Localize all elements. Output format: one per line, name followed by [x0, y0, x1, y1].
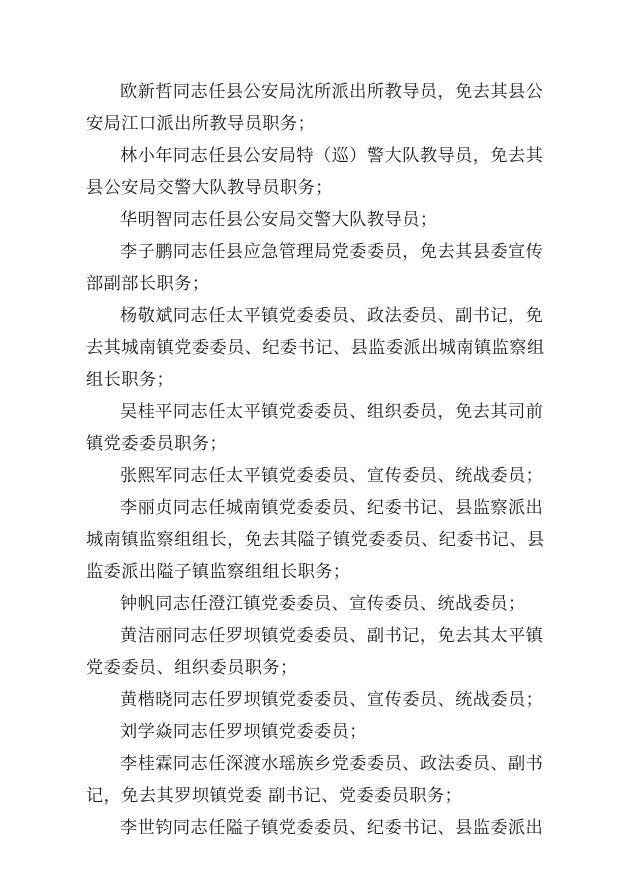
paragraph [86, 588, 546, 620]
paragraph-first-line: 张熙军同志任太平镇党委委员、宣传委员、统战委员； [120, 466, 544, 486]
paragraph-first-line: 华明智同志任县公安局交警大队教导员； [120, 210, 438, 230]
paragraph [86, 812, 546, 844]
paragraph [86, 716, 546, 748]
paragraph-line: 县公安局交警大队教导员职务； [86, 178, 333, 198]
paragraph-first-line: 李世钧同志任隘子镇党委委员、纪委书记、县监委派出 [120, 818, 544, 838]
paragraph-first-line: 杨敬斌同志任太平镇党委委员、政法委员、副书记，免 [120, 306, 544, 326]
paragraph-line: 组长职务； [86, 370, 175, 390]
paragraph-first-line: 李丽贞同志任城南镇党委委员、纪委书记、县监察派出 [120, 498, 544, 518]
paragraph [86, 300, 546, 396]
paragraph [86, 236, 546, 300]
paragraph [86, 748, 546, 812]
paragraph-line: 城南镇监察组组长，免去其隘子镇党委委员、纪委书记、县 [86, 530, 545, 550]
paragraph-line: 记，免去其罗坝镇党委 副书记、党委委员职务； [86, 786, 463, 806]
paragraph-line: 党委委员、组织委员职务； [86, 658, 298, 678]
paragraph-first-line: 钟帆同志任澄江镇党委委员、宣传委员、统战委员； [120, 594, 526, 614]
paragraph-first-line: 吴桂平同志任太平镇党委委员、组织委员，免去其司前 [120, 402, 544, 422]
paragraph-line: 安局江口派出所教导员职务； [86, 114, 316, 134]
paragraph [86, 140, 546, 204]
paragraph-first-line: 欧新哲同志任县公安局沈所派出所教导员，免去其县公 [120, 82, 544, 102]
paragraph-first-line: 刘学焱同志任罗坝镇党委委员； [120, 722, 367, 742]
paragraph-first-line: 黄洁丽同志任罗坝镇党委委员、副书记，免去其太平镇 [120, 626, 544, 646]
paragraph [86, 396, 546, 460]
document-body [86, 76, 546, 844]
paragraph-line: 镇党委委员职务； [86, 434, 228, 454]
paragraph-line: 监委派出隘子镇监察组组长职务； [86, 562, 351, 582]
paragraph [86, 76, 546, 140]
paragraph-line: 部副部长职务； [86, 274, 210, 294]
paragraph-first-line: 林小年同志任县公安局特（巡）警大队教导员，免去其 [120, 146, 544, 166]
paragraph-first-line: 李子鹏同志任县应急管理局党委委员，免去其县委宣传 [120, 242, 544, 262]
paragraph [86, 620, 546, 684]
paragraph [86, 204, 546, 236]
paragraph [86, 684, 546, 716]
paragraph-first-line: 黄楷晓同志任罗坝镇党委委员、宣传委员、统战委员； [120, 690, 544, 710]
paragraph [86, 492, 546, 588]
paragraph-first-line: 李桂霖同志任深渡水瑶族乡党委委员、政法委员、副书 [120, 754, 544, 774]
paragraph-line: 去其城南镇党委委员、纪委书记、县监委派出城南镇监察组 [86, 338, 545, 358]
paragraph [86, 460, 546, 492]
